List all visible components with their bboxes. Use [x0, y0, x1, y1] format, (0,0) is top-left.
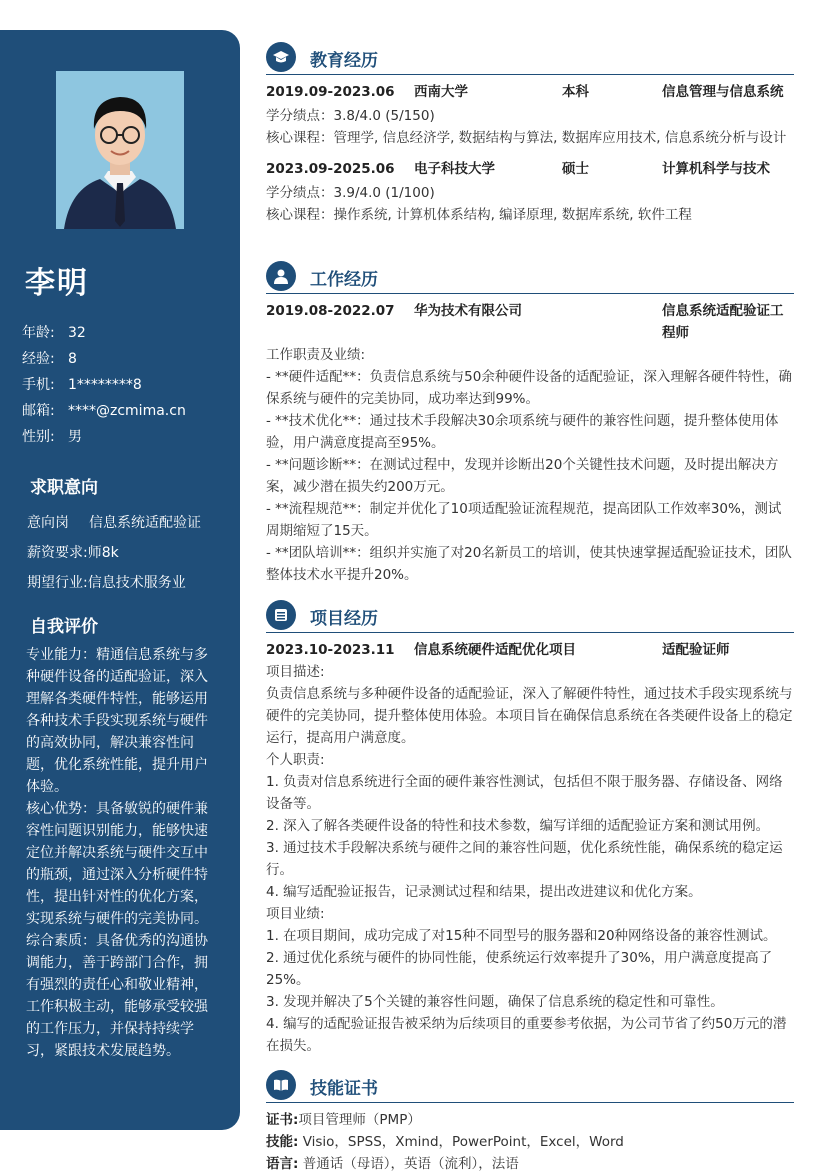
info-value: 男 — [68, 429, 82, 445]
project-line: 2. 通过优化系统与硬件的协同性能，使系统运行效率提升了30%，用户满意度提高了25%。 — [266, 950, 773, 988]
skill-label: 证书: — [266, 1112, 299, 1128]
project-entry-header — [266, 639, 794, 661]
section-header — [266, 259, 794, 294]
info-gender — [22, 424, 186, 450]
project-line: 1. 负责对信息系统进行全面的硬件兼容性测试，包括但不限于服务器、存储设备、网络设备等。 — [266, 774, 783, 812]
work-section — [266, 259, 794, 586]
skills-section — [266, 1068, 794, 1175]
info-value: 32 — [68, 325, 86, 341]
edu-major: 信息管理与信息系统 — [662, 84, 784, 100]
user-icon — [266, 261, 296, 291]
edu-gpa: 学分绩点：3.9/4.0 (1/100) — [266, 185, 435, 201]
skill-value: 项目管理师（PMP） — [298, 1112, 421, 1128]
section-title: 教育经历 — [310, 51, 378, 71]
project-line: 项目描述: — [266, 664, 325, 680]
self-eval-paragraph: 综合素质：具备优秀的沟通协调能力，善于跨部门合作，拥有强烈的责任心和敬业精神，工作积极主动，能够承受较强的工作压力，并保持持续学习，紧跟技术发展趋势。 — [26, 933, 208, 1059]
edu-school: 电子科技大学 — [414, 161, 495, 177]
graduation-cap-icon — [266, 42, 296, 72]
project-line: 4. 编写适配验证报告，记录测试过程和结果，提出改进建议和优化方案。 — [266, 884, 702, 900]
info-value: 8 — [68, 351, 77, 367]
edu-period: 2019.09-2023.06 — [266, 84, 395, 100]
book-icon — [266, 1070, 296, 1100]
edu-degree: 本科 — [562, 84, 589, 100]
project-section — [266, 598, 794, 1057]
education-entry-body — [266, 105, 794, 149]
skills-list — [266, 1109, 794, 1175]
intent-industry — [27, 568, 201, 598]
education-section — [266, 40, 794, 226]
project-line: 项目业绩: — [266, 906, 325, 922]
project-description — [266, 661, 794, 1057]
work-company: 华为技术有限公司 — [414, 303, 522, 319]
edu-major: 计算机科学与技术 — [662, 161, 770, 177]
project-name: 信息系统硬件适配优化项目 — [414, 642, 576, 658]
section-title: 技能证书 — [310, 1079, 378, 1099]
education-entry-body — [266, 182, 794, 226]
skill-value: 普通话（母语），英语（流利），法语 — [298, 1156, 519, 1172]
education-entry-header — [266, 81, 794, 103]
skill-row — [266, 1153, 794, 1175]
edu-degree: 硕士 — [562, 161, 589, 177]
edu-school: 西南大学 — [414, 84, 468, 100]
job-intent — [27, 508, 201, 598]
edu-courses: 核心课程：操作系统, 计算机体系结构, 编译原理, 数据库系统, 软件工程 — [266, 207, 692, 223]
intent-label: 期望行业: — [27, 575, 88, 591]
info-label: 性别: — [22, 429, 55, 445]
project-line: 3. 发现并解决了5个关键的兼容性问题，确保了信息系统的稳定性和可靠性。 — [266, 994, 724, 1010]
candidate-name: 李明 — [25, 266, 89, 301]
info-label: 邮箱: — [22, 403, 55, 419]
edu-period: 2023.09-2025.06 — [266, 161, 395, 177]
skill-row — [266, 1109, 794, 1131]
info-label: 年龄: — [22, 325, 55, 341]
intent-value: 信息系统适配验证 — [89, 515, 201, 531]
skill-label: 技能: — [266, 1134, 299, 1150]
project-line: 负责信息系统与多种硬件设备的适配验证，深入了解硬件特性，通过技术手段实现系统与硬件的完美协同，提升整体使用体验。本项目旨在确保信息系统在各类硬件设备上的稳定运行，提高用户满意度。 — [266, 686, 793, 746]
education-entry-header — [266, 158, 794, 180]
intent-label: 意向岗 — [27, 515, 69, 531]
profile-photo — [56, 71, 184, 229]
work-line: - **团队培训**：组织并实施了对20名新员工的培训，使其快速掌握适配验证技术，团队整体技术水平提升20%。 — [266, 545, 792, 583]
project-line: 2. 深入了解各类硬件设备的特性和技术参数，编写详细的适配验证方案和测试用例。 — [266, 818, 770, 834]
project-role: 适配验证师 — [662, 642, 730, 658]
project-line: 4. 编写的适配验证报告被采纳为后续项目的重要参考依据，为公司节省了约50万元的潜在损失。 — [266, 1016, 787, 1054]
basic-info — [22, 320, 186, 450]
intent-label: 薪资要求: — [27, 545, 88, 561]
skill-value: Visio，SPSS，Xmind，PowerPoint，Excel，Word — [298, 1134, 624, 1150]
section-title: 工作经历 — [310, 270, 378, 290]
info-label: 手机: — [22, 377, 55, 393]
intent-title: 求职意向 — [30, 478, 98, 498]
work-description — [266, 344, 794, 586]
info-label: 经验: — [22, 351, 55, 367]
intent-value: 师8k — [87, 545, 119, 561]
sidebar — [0, 30, 240, 1130]
person-portrait-icon — [56, 71, 184, 229]
project-line: 个人职责: — [266, 752, 325, 768]
intent-salary — [27, 538, 201, 568]
info-age — [22, 320, 186, 346]
intent-position — [27, 508, 201, 538]
work-line: - **硬件适配**：负责信息系统与50余种硬件设备的适配验证，深入理解各硬件特性，确保系统与硬件的完美协同，成功率达到99%。 — [266, 369, 792, 407]
work-entry-header — [266, 300, 794, 344]
self-eval-paragraph: 专业能力：精通信息系统与多种硬件设备的适配验证，深入理解各类硬件特性，能够运用各种技术手段实现系统与硬件的高效协同，解决兼容性问题，优化系统性能，提升用户体验。 — [26, 647, 208, 795]
info-experience — [22, 346, 186, 372]
info-email — [22, 398, 186, 424]
skill-label: 语言: — [266, 1156, 299, 1172]
self-eval-title: 自我评价 — [30, 617, 98, 637]
info-phone — [22, 372, 186, 398]
project-line: 1. 在项目期间，成功完成了对15种不同型号的服务器和20种网络设备的兼容性测试。 — [266, 928, 777, 944]
section-header — [266, 598, 794, 633]
section-header — [266, 1068, 794, 1103]
edu-gpa: 学分绩点：3.8/4.0 (5/150) — [266, 108, 435, 124]
work-period: 2019.08-2022.07 — [266, 303, 395, 319]
skill-row — [266, 1131, 794, 1153]
work-line: - **技术优化**：通过技术手段解决30余项系统与硬件的兼容性问题，提升整体使用体验，用户满意度提高至95%。 — [266, 413, 779, 451]
edu-courses: 核心课程：管理学, 信息经济学, 数据结构与算法, 数据库应用技术, 信息系统分析与设计 — [266, 130, 787, 146]
info-value: 1********8 — [68, 377, 142, 393]
project-line: 3. 通过技术手段解决系统与硬件之间的兼容性问题，优化系统性能，确保系统的稳定运行。 — [266, 840, 783, 878]
section-title: 项目经历 — [310, 609, 378, 629]
work-line: - **问题诊断**：在测试过程中，发现并诊断出20个关键性技术问题，及时提出解决方案，减少潜在损失约200万元。 — [266, 457, 779, 495]
work-position: 信息系统适配验证工程师 — [662, 303, 784, 341]
section-header — [266, 40, 794, 75]
intent-value: 信息技术服务业 — [87, 575, 186, 591]
self-evaluation — [26, 644, 218, 1062]
work-line: - **流程规范**：制定并优化了10项适配验证流程规范，提高团队工作效率30%，测试周期缩短了15天。 — [266, 501, 782, 539]
list-icon — [266, 600, 296, 630]
self-eval-paragraph: 核心优势：具备敏锐的硬件兼容性问题识别能力，能够快速定位并解决系统与硬件交互中的瓶颈，通过深入分析硬件特性，提出针对性的优化方案，实现系统与硬件的完美协同。 — [26, 801, 208, 927]
project-period: 2023.10-2023.11 — [266, 642, 395, 658]
info-value: ****@zcmima.cn — [68, 403, 186, 419]
work-line: 工作职责及业绩: — [266, 347, 366, 363]
